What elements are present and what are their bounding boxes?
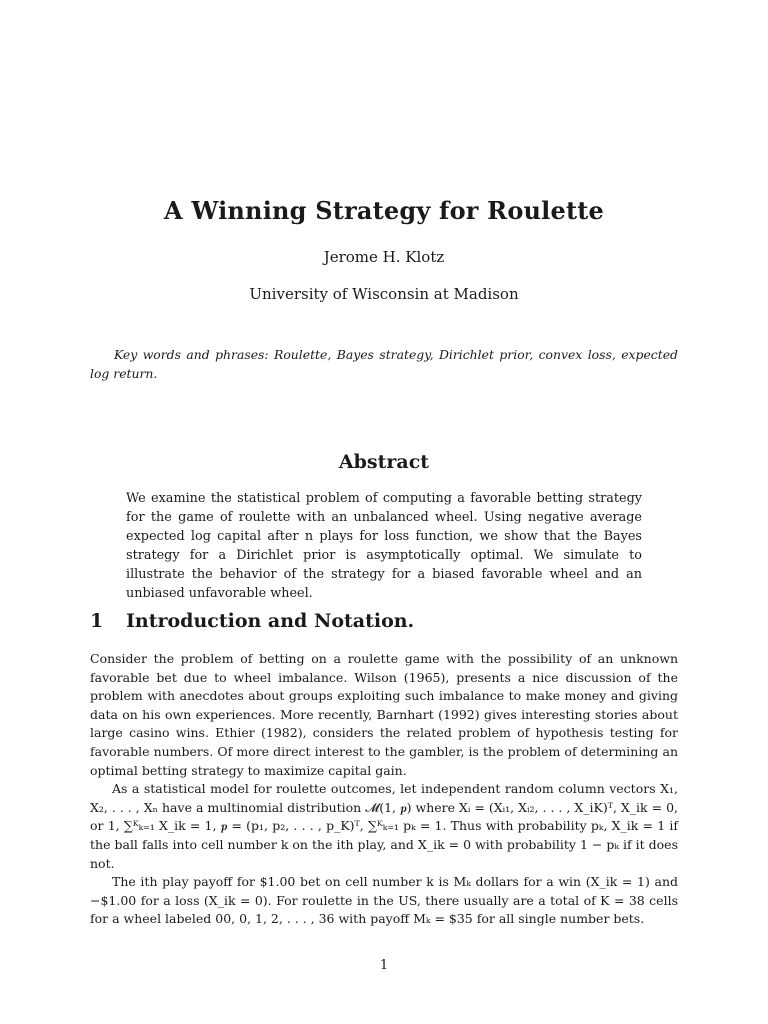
author-name: Jerome H. Klotz (323, 248, 445, 266)
paper-title: A Winning Strategy for Roulette (163, 196, 605, 225)
page-number: 1 (379, 958, 389, 973)
abstract-heading: Abstract (338, 451, 430, 473)
body-paragraph: The ith play payoff for $1.00 bet on cell number k is Mₖ dollars for a win (X_ik = 1) and −$1.00 for a loss (X_ik = 0). For roulette in the US, there usually are a total of K = 38 cells for a wheel labeled 00, 0, 1, 2, . . . , 36 with payoff Mₖ = $35 for all single number bets. (90, 874, 678, 927)
body-paragraph: Consider the problem of betting on a roulette game with the possibility of an unknown favorable bet due to wheel imbalance. Wilson (1965), presents a nice discussion of the problem with anecdotes about groups exploiting such imbalance to make money and giving data on his own experiences. More recently, Barnhart (1992) gives interesting stories about large casino wins. Ethier (1982), considers the related problem of hypothesis testing for favorable numbers. Of more direct interest to the gambler, is the problem of determining an optimal betting strategy to maximize capital gain. (90, 651, 678, 778)
section-heading (90, 610, 690, 632)
author-affiliation: University of Wisconsin at Madison (249, 285, 519, 303)
section-number: 1 (90, 610, 104, 632)
section-body (90, 650, 678, 929)
section-title: Introduction and Notation. (126, 610, 415, 632)
abstract-text: We examine the statistical problem of computing a favorable betting strategy for the game of roulette with an unbalanced wheel. Using negative average expected log capital after n plays for loss function, we show that the Bayes strategy for a Dirichlet prior is asymptotically optimal. We simulate to illustrate the behavior of the strategy for a biased favorable wheel and an unbiased unfavorable wheel. (126, 491, 642, 601)
body-paragraph: As a statistical model for roulette outcomes, let independent random column vectors X₁, X₂, . . . , Xₙ have a multinomial distribution 𝓜(1, 𝒑) where Xᵢ = (Xᵢ₁, Xᵢ₂, . . . , X_iK)ᵀ, X_ik = 0, or 1, ∑ᴷₖ₌₁ X_ik = 1, 𝒑 = (p₁, p₂, . . . , p_K)ᵀ, ∑ᴷₖ₌₁ pₖ = 1. Thus with probability pₖ, X_ik = 1 if the ball falls into cell number k on the ith play, and X_ik = 0 with probability 1 − pₖ if it does not. (90, 781, 678, 871)
keywords-paragraph: Key words and phrases: Roulette, Bayes strategy, Dirichlet prior, convex loss, expected log return. (90, 347, 678, 381)
